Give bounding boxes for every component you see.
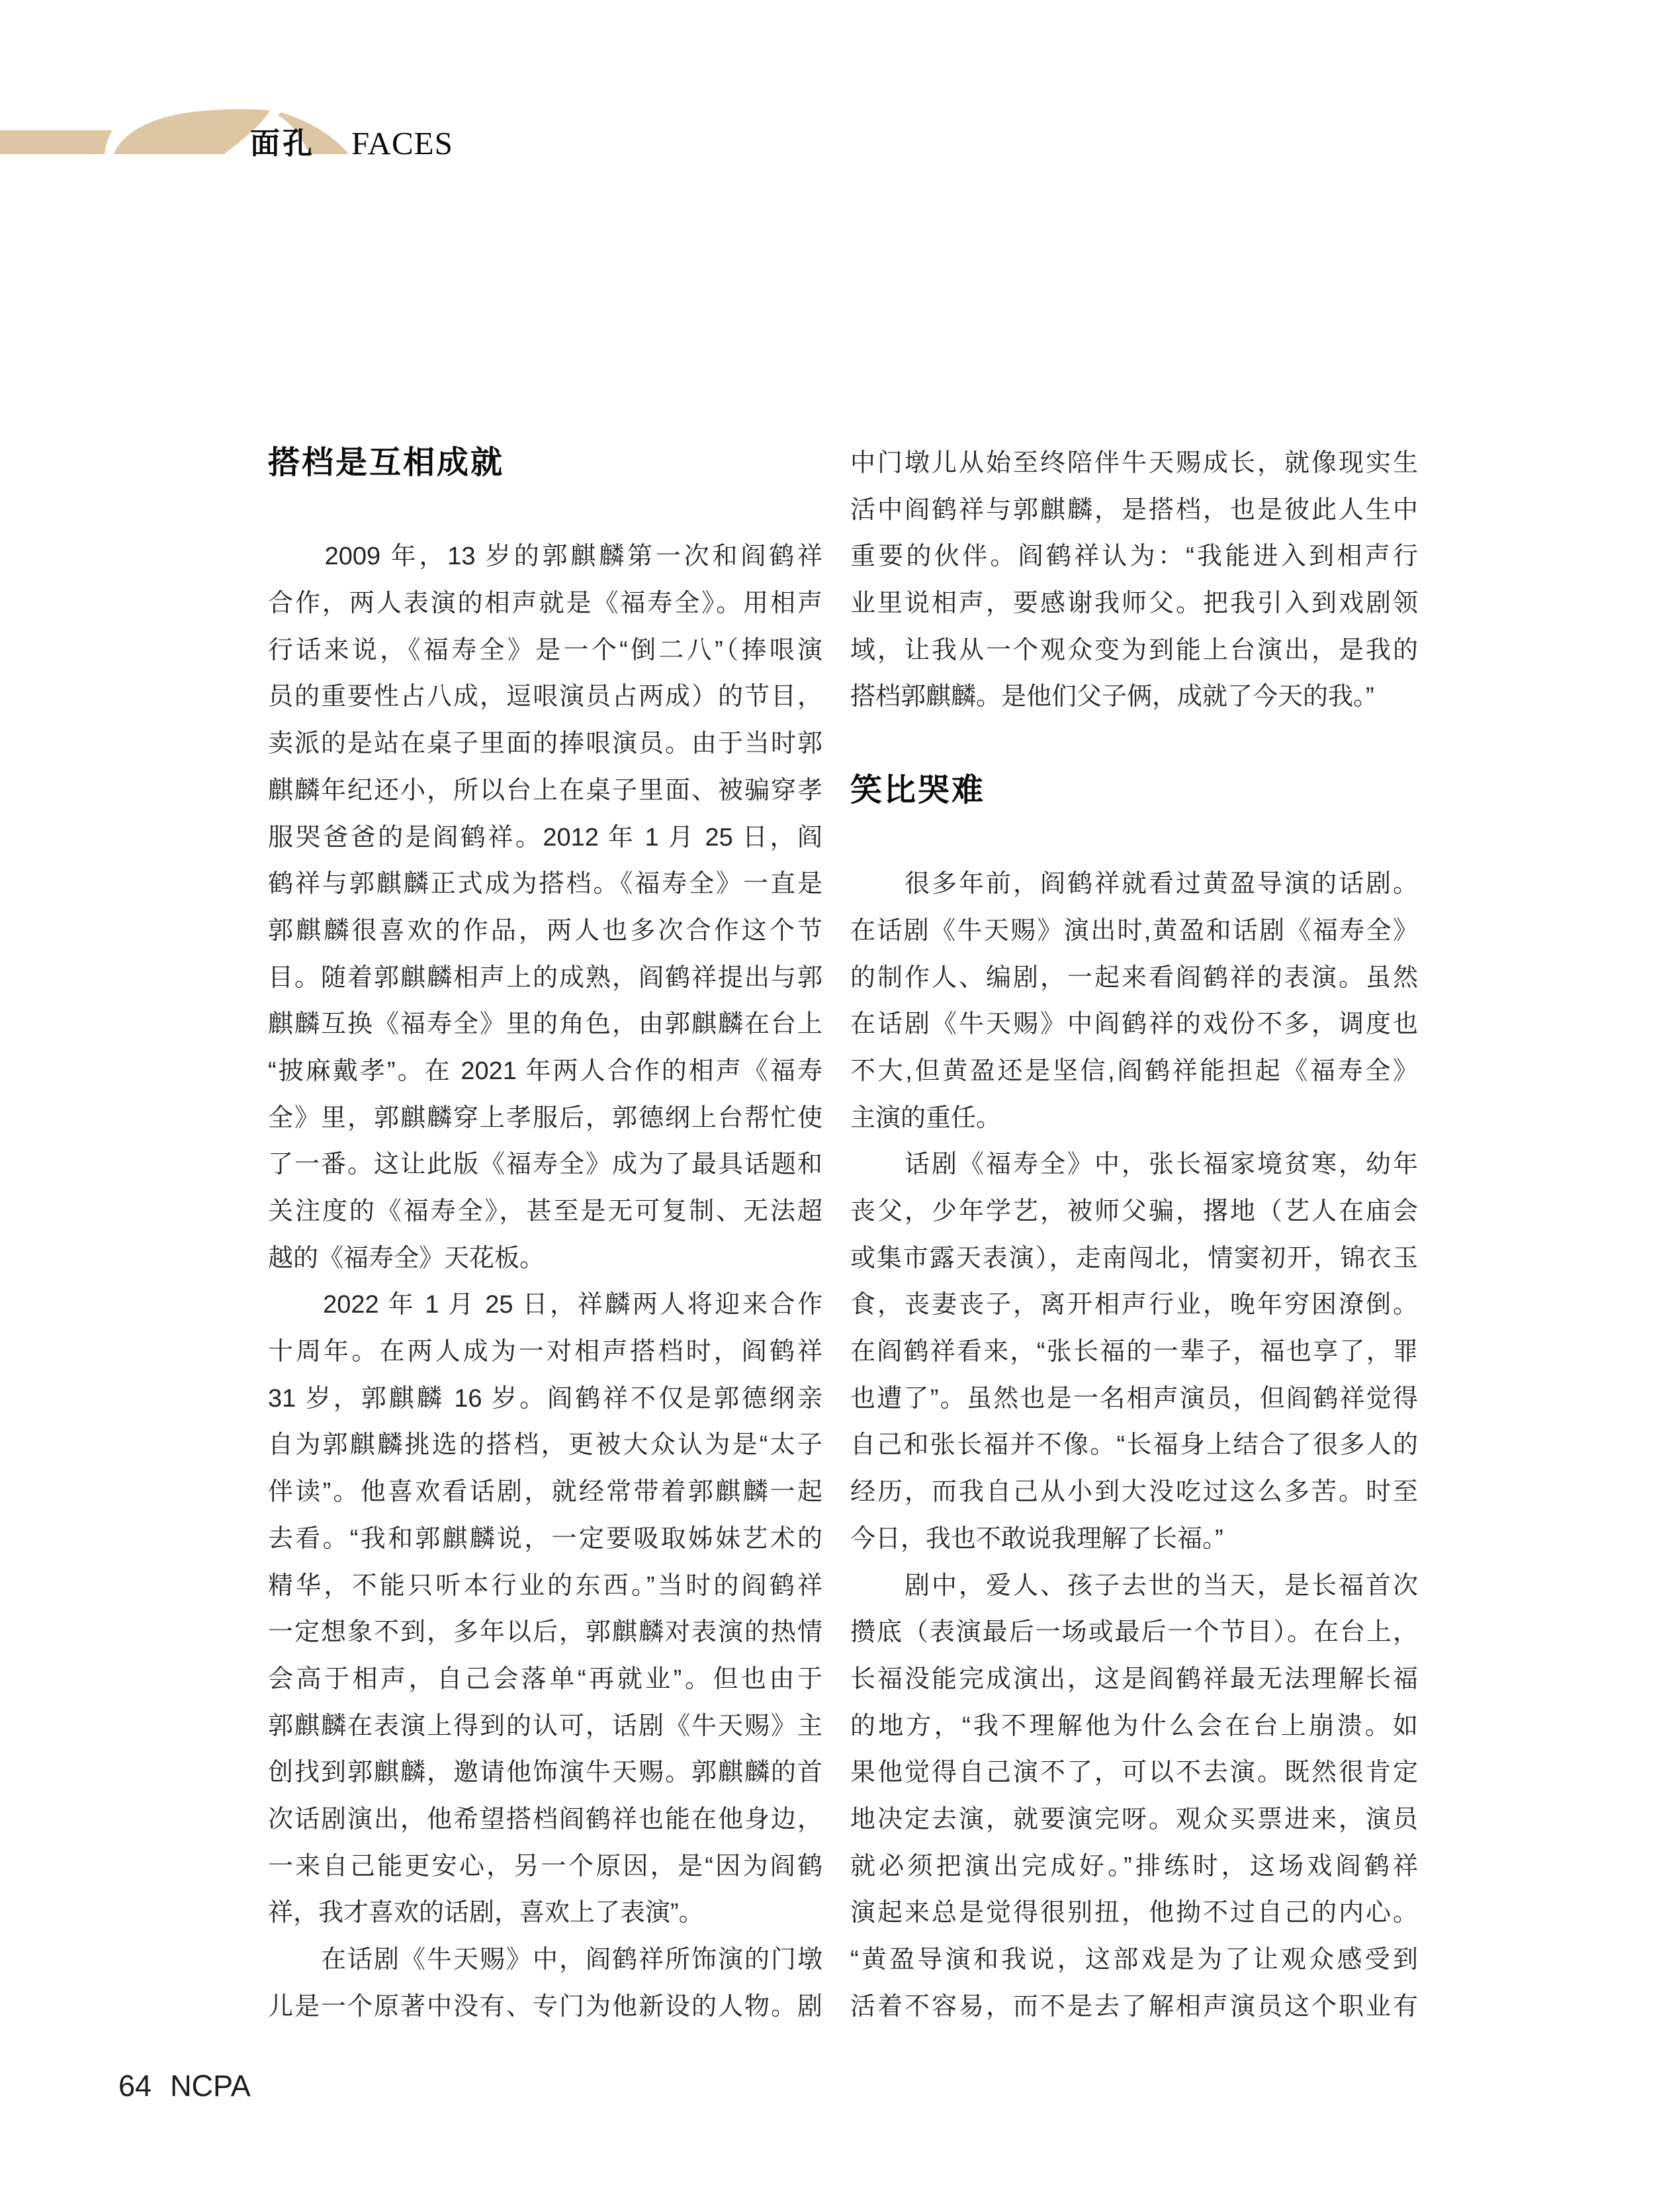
accent-bar bbox=[0, 130, 112, 154]
text-line: 不大,但黄盈还是坚信,阎鹤祥能担起《福寿全》 bbox=[850, 1057, 1418, 1085]
text-line: 就必须把演出完成好。”排练时，这场戏阎鹤祥 bbox=[850, 1852, 1418, 1880]
text-line: 创找到郭麒麟，邀请他饰演牛天赐。郭麒麟的首 bbox=[268, 1759, 822, 1787]
blank-line bbox=[850, 814, 1418, 861]
text-line: 员的重要性占八成，逗哏演员占两成）的节目， bbox=[268, 683, 822, 711]
text-line: 去看。“我和郭麒麟说，一定要吸取姊妹艺术的 bbox=[268, 1524, 822, 1553]
text-line: 今日，我也不敢说我理解了长福。” bbox=[850, 1524, 1223, 1553]
text-line: 的制作人、编剧，一起来看阎鹤祥的表演。虽然 bbox=[850, 963, 1418, 992]
text-line: 31 岁，郭麒麟 16 岁。阎鹤祥不仅是郭德纲亲 bbox=[268, 1384, 822, 1413]
text-line: 业里说相声，要感谢我师父。把我引入到戏剧领 bbox=[850, 590, 1418, 618]
text-line: 会高于相声，自己会落单“再就业”。但也由于 bbox=[268, 1665, 822, 1693]
text-line: 卖派的是站在桌子里面的捧哏演员。由于当时郭 bbox=[268, 730, 822, 758]
text-line: 在阎鹤祥看来，“张长福的一辈子，福也享了，罪 bbox=[850, 1338, 1418, 1366]
article-body bbox=[268, 440, 1418, 2030]
text-line: 在话剧《牛天赐》中阎鹤祥的戏份不多，调度也 bbox=[850, 1010, 1418, 1039]
blank-line bbox=[268, 487, 822, 534]
text-line: 剧中，爱人、孩子去世的当天，是长福首次 bbox=[850, 1571, 1418, 1600]
text-line: 攒底（表演最后一场或最后一个节目）。在台上， bbox=[850, 1618, 1418, 1647]
text-line: 伴读”。他喜欢看话剧，就经常带着郭麒麟一起 bbox=[268, 1478, 822, 1507]
text-line: 丧父，少年学艺，被师父骗，撂地（艺人在庙会 bbox=[850, 1198, 1418, 1225]
text-line: 域，让我从一个观众变为到能上台演出，是我的 bbox=[850, 636, 1418, 664]
text-line: 演起来总是觉得很别扭，他拗不过自己的内心。 bbox=[850, 1899, 1418, 1927]
text-line: 自己和张长福并不像。“长福身上结合了很多人的 bbox=[850, 1431, 1418, 1460]
text-line: 2009 年，13 岁的郭麒麟第一次和阎鹤祥 bbox=[268, 543, 822, 571]
page-footer bbox=[118, 2071, 251, 2101]
text-line: 很多年前，阎鹤祥就看过黄盈导演的话剧。 bbox=[850, 870, 1418, 898]
text-line: 郭麒麟在表演上得到的认可，话剧《牛天赐》主 bbox=[268, 1712, 822, 1740]
arc-hill bbox=[114, 109, 270, 154]
text-line: 越的《福寿全》天花板。 bbox=[268, 1244, 545, 1272]
text-line: 了一番。这让此版《福寿全》成为了最具话题和 bbox=[268, 1151, 822, 1179]
text-line: 目。随着郭麒麟相声上的成熟，阎鹤祥提出与郭 bbox=[268, 963, 822, 992]
text-line: 儿是一个原著中没有、专门为他新设的人物。剧 bbox=[268, 1992, 822, 2021]
text-line: 果他觉得自己演不了，可以不去演。既然很肯定 bbox=[850, 1759, 1418, 1787]
text-line: 长福没能完成演出，这是阎鹤祥最无法理解长福 bbox=[850, 1665, 1418, 1693]
text-line: 活中阎鹤祥与郭麒麟，是搭档，也是彼此人生中 bbox=[850, 496, 1418, 524]
text-line: 在话剧《牛天赐》演出时,黄盈和话剧《福寿全》 bbox=[850, 916, 1418, 945]
text-line: 麒麟互换《福寿全》里的角色，由郭麒麟在台上 bbox=[268, 1010, 822, 1039]
section-title-cn: 面孔 bbox=[250, 126, 316, 160]
text-line: 经历，而我自己从小到大没吃过这么多苦。时至 bbox=[850, 1478, 1418, 1507]
text-line: 搭档郭麒麟。是他们父子俩，成就了今天的我。” bbox=[850, 683, 1374, 711]
page-number: 64 bbox=[118, 2069, 152, 2103]
text-line: 或集市露天表演），走南闯北，情窦初开，锦衣玉 bbox=[850, 1244, 1418, 1272]
text-line: 关注度的《福寿全》，甚至是无可复制、无法超 bbox=[268, 1198, 822, 1225]
text-line: 中门墩儿从始至终陪伴牛天赐成长，就像现实生 bbox=[850, 449, 1418, 477]
text-line: 合作，两人表演的相声就是《福寿全》。用相声 bbox=[268, 590, 822, 618]
text-line: “披麻戴孝”。在 2021 年两人合作的相声《福寿 bbox=[268, 1057, 822, 1085]
text-line: 活着不容易，而不是去了解相声演员这个职业有 bbox=[850, 1992, 1418, 2021]
text-line: 主演的重任。 bbox=[850, 1104, 1002, 1132]
text-line: 重要的伙伴。阎鹤祥认为：“我能进入到相声行 bbox=[850, 543, 1418, 571]
text-line: 一定想象不到，多年以后，郭麒麟对表演的热情 bbox=[268, 1618, 822, 1647]
text-line: 次话剧演出，他希望搭档阎鹤祥也能在他身边， bbox=[268, 1805, 822, 1833]
text-line: 地决定去演，就要演完呀。观众买票进来，演员 bbox=[850, 1805, 1418, 1833]
text-line: 郭麒麟很喜欢的作品，两人也多次合作这个节 bbox=[268, 916, 822, 945]
right-column bbox=[850, 440, 1418, 2030]
text-line: 麒麟年纪还小，所以台上在桌子里面、被骗穿孝 bbox=[268, 776, 822, 805]
text-line: 行话来说，《福寿全》是一个“倒二八”（捧哏演 bbox=[268, 636, 822, 664]
text-line: 精华，不能只听本行业的东西。”当时的阎鹤祥 bbox=[268, 1571, 822, 1600]
text-line: 也遭了”。虽然也是一名相声演员，但阎鹤祥觉得 bbox=[850, 1384, 1418, 1413]
left-column bbox=[268, 440, 822, 2030]
section-heading: 笑比哭难 bbox=[850, 772, 986, 808]
text-line: 自为郭麒麟挑选的搭档，更被大众认为是“太子 bbox=[268, 1431, 822, 1460]
text-line: 2022 年 1 月 25 日，祥麟两人将迎来合作 bbox=[268, 1291, 822, 1319]
text-line: 服哭爸爸的是阎鹤祥。2012 年 1 月 25 日，阎 bbox=[268, 823, 822, 852]
text-line: 祥，我才喜欢的话剧，喜欢上了表演”。 bbox=[268, 1899, 704, 1927]
text-line: 在话剧《牛天赐》中，阎鹤祥所饰演的门墩 bbox=[268, 1946, 822, 1974]
text-line: 食，丧妻丧子，离开相声行业，晚年穷困潦倒。 bbox=[850, 1291, 1418, 1319]
brand: NCPA bbox=[170, 2069, 251, 2103]
text-line: “黄盈导演和我说，这部戏是为了让观众感受到 bbox=[850, 1946, 1418, 1974]
blank-line bbox=[850, 721, 1418, 767]
text-line: 鹤祥与郭麒麟正式成为搭档。《福寿全》一直是 bbox=[268, 870, 822, 898]
section-heading: 搭档是互相成就 bbox=[268, 445, 505, 480]
text-line: 话剧《福寿全》中，张长福家境贫寒，幼年 bbox=[850, 1151, 1418, 1179]
text-line: 的地方，“我不理解他为什么会在台上崩溃。如 bbox=[850, 1712, 1418, 1740]
text-line: 一来自己能更安心，另一个原因，是“因为阎鹤 bbox=[268, 1852, 822, 1880]
section-title-en: FACES bbox=[351, 125, 453, 161]
text-line: 全》里，郭麒麟穿上孝服后，郭德纲上台帮忙使 bbox=[268, 1104, 822, 1132]
text-line: 十周年。在两人成为一对相声搭档时，阎鹤祥 bbox=[268, 1338, 822, 1366]
